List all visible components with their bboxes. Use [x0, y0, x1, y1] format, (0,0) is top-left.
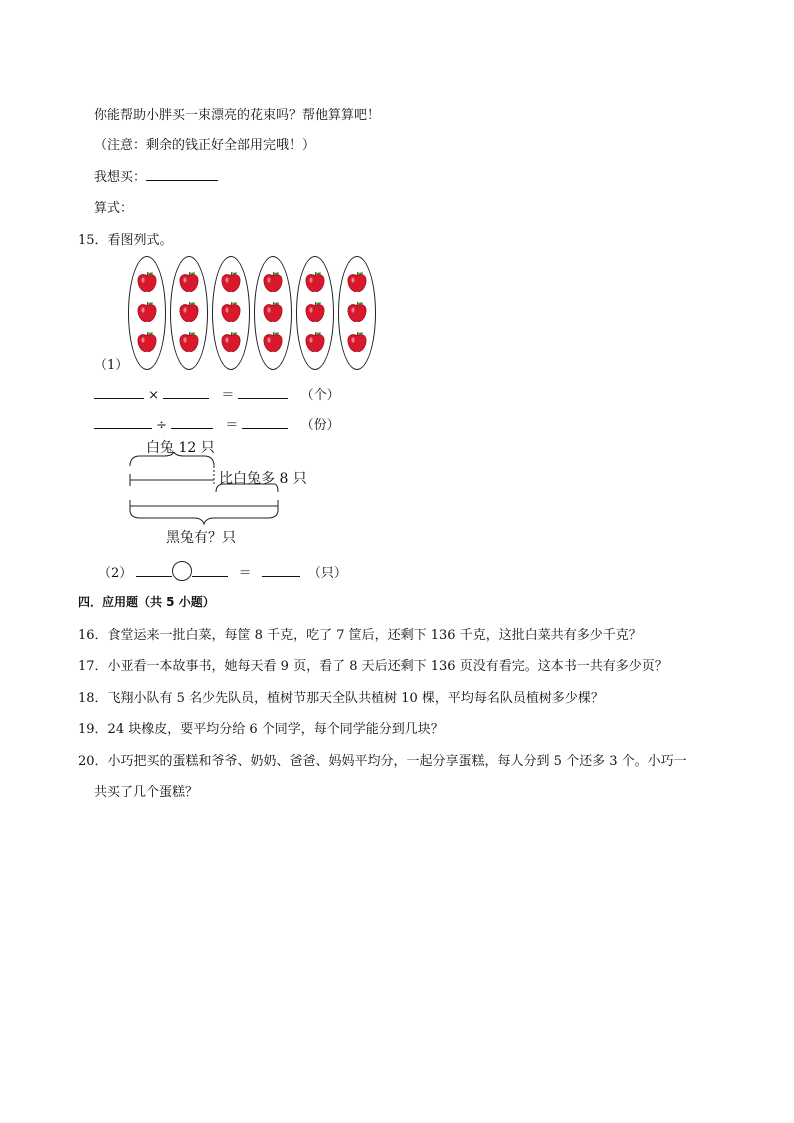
answer-blank[interactable]	[146, 168, 218, 181]
question-text: 你能帮助小胖买一束漂亮的花束吗？帮他算算吧！	[94, 108, 381, 123]
answer-blank[interactable]	[136, 564, 172, 577]
equals-sign: ＝	[238, 566, 252, 581]
question-20: 20．小巧把买的蛋糕和爷爷、奶奶、爸爸、妈妈平均分，一起分享蛋糕，每人分到 5 个还多 3 个。小巧一	[78, 754, 687, 769]
apple-icon	[345, 300, 369, 324]
extra-label: 比白兔多 8 只	[219, 471, 307, 487]
apple-icon	[303, 300, 327, 324]
answer-blank[interactable]	[171, 416, 213, 429]
apple-icon	[219, 300, 243, 324]
unit-label: （个）	[300, 388, 340, 403]
apple-icon	[177, 330, 201, 354]
question-15-title: 15．看图列式。	[78, 233, 173, 248]
question-19: 19．24 块橡皮，要平均分给 6 个同学，每个同学能分到几块？	[78, 722, 444, 737]
apple-icon	[303, 330, 327, 354]
divide-sign: ÷	[156, 418, 168, 433]
formula-label: 算式：	[94, 201, 134, 216]
top-brace	[130, 452, 214, 466]
part-1-label: （1）	[94, 358, 129, 373]
apple-icon	[345, 330, 369, 354]
answer-blank[interactable]	[94, 386, 144, 399]
white-rabbit-label: 白兔 12 只	[146, 440, 215, 456]
want-buy-line	[94, 166, 218, 185]
apple-icon	[303, 270, 327, 294]
answer-blank[interactable]	[163, 386, 209, 399]
equation-part-2	[98, 562, 347, 581]
note-text: （注意：剩余的钱正好全部用完哦！）	[94, 138, 316, 153]
multiply-sign: ×	[148, 388, 160, 403]
apple-icon	[135, 330, 159, 354]
question-17: 17．小亚看一本故事书，她每天看 9 页，看了 8 天后还剩下 136 页没有看完。这本书一共有多少页？	[78, 659, 668, 674]
equals-sign: ＝	[221, 388, 235, 403]
apple-icon	[261, 300, 285, 324]
equation-2	[94, 414, 340, 433]
part-2-label: （2）	[98, 566, 133, 581]
section-4-title: 四．应用题（共 5 小题）	[78, 595, 215, 609]
apple-icon	[135, 300, 159, 324]
segment-diagram	[124, 452, 294, 526]
answer-blank[interactable]	[262, 564, 300, 577]
unit-label: （只）	[307, 566, 347, 581]
question-16: 16．食堂运来一批白菜，每筐 8 千克，吃了 7 筐后，还剩下 136 千克，这批白菜共有多少千克？	[78, 628, 642, 643]
answer-blank[interactable]	[242, 416, 288, 429]
answer-blank[interactable]	[192, 564, 228, 577]
unit-label: （份）	[300, 418, 340, 433]
question-20-continued: 共买了几个蛋糕？	[94, 785, 199, 800]
want-buy-label: 我想买：	[94, 170, 147, 185]
apple-icon	[135, 270, 159, 294]
apple-icon	[177, 270, 201, 294]
apple-icon	[177, 300, 201, 324]
black-rabbit-label: 黑兔有？只	[166, 530, 236, 546]
operator-circle[interactable]	[172, 561, 192, 581]
question-18: 18．飞翔小队有 5 名少先队员，植树节那天全队共植树 10 棵，平均每名队员植树多少棵？	[78, 691, 604, 706]
apple-icon	[261, 330, 285, 354]
equals-sign: ＝	[225, 418, 239, 433]
equation-1	[94, 384, 340, 403]
apple-icon	[261, 270, 285, 294]
bottom-brace	[130, 510, 278, 524]
apple-icon	[345, 270, 369, 294]
apple-icon	[219, 330, 243, 354]
answer-blank[interactable]	[94, 416, 152, 429]
apple-icon	[219, 270, 243, 294]
answer-blank[interactable]	[238, 386, 288, 399]
